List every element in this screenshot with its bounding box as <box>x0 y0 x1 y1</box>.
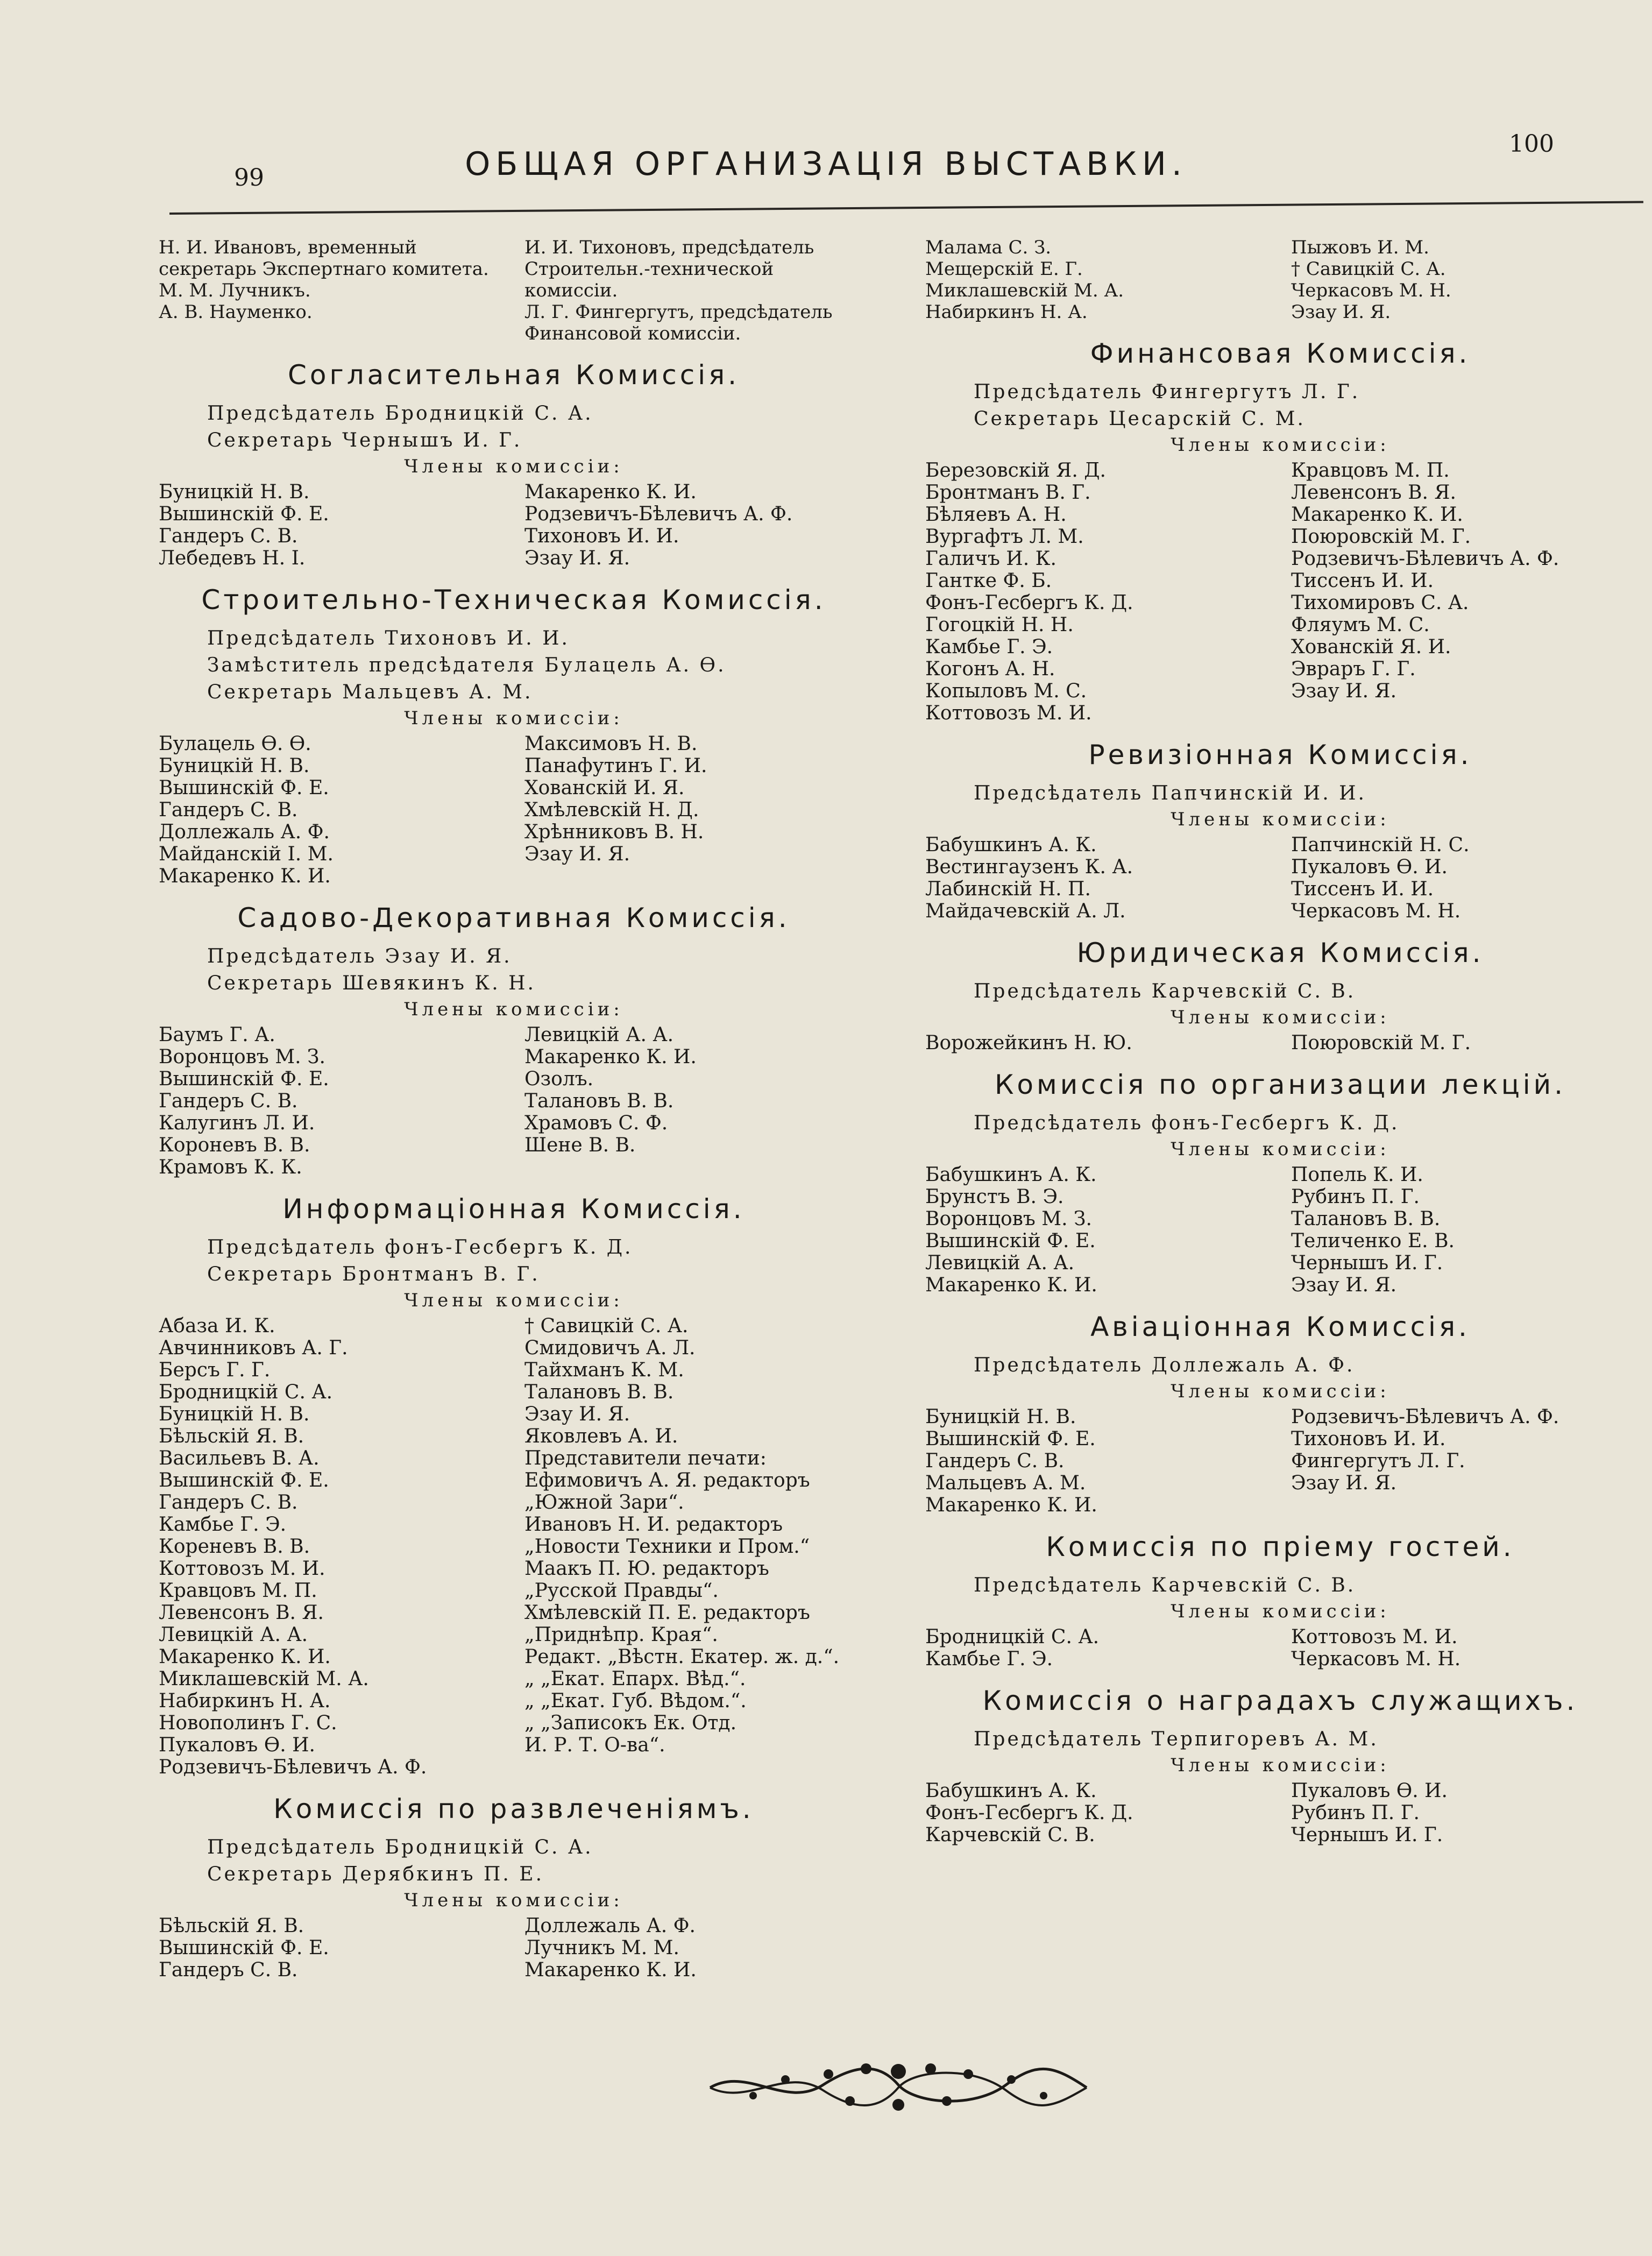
member-name: Буницкій Н. В. <box>159 755 310 777</box>
member-name: Эзау И. Я. <box>1291 1274 1397 1296</box>
member-name: Коттовозъ М. И. <box>159 1558 325 1580</box>
member-name: Абаза И. К. <box>159 1315 275 1337</box>
page-number-right: 100 <box>1509 130 1554 158</box>
member-name: Набиркинъ Н. А. <box>159 1690 331 1712</box>
committee-title: Строительно-Техническая Комиссія. <box>201 584 826 616</box>
committee-officer: Секретарь Мальцевъ А. М. <box>207 681 533 703</box>
member-name: Ефимовичъ А. Я. редакторъ <box>524 1469 810 1491</box>
member-name: Авчинниковъ А. Г. <box>159 1337 348 1359</box>
members-column-left <box>159 1024 503 1178</box>
member-name: Васильевъ В. А. <box>159 1447 320 1469</box>
members-column-right <box>1291 1780 1635 1846</box>
member-name: Воронцовъ М. З. <box>925 1208 1092 1230</box>
committee-block <box>159 1193 869 1778</box>
intro-entry: Миклашевскій М. А. <box>925 280 1124 301</box>
member-name: Эвраръ Г. Г. <box>1291 658 1416 680</box>
member-name: Храмовъ С. Ф. <box>524 1112 668 1134</box>
member-name: Копыловъ М. С. <box>925 680 1087 702</box>
intro-block <box>159 237 869 344</box>
member-name: Доллежаль А. Ф. <box>524 1915 696 1937</box>
member-name: Эзау И. Я. <box>1291 680 1397 702</box>
right-column <box>925 237 1635 1846</box>
member-name: Хованскій И. Я. <box>524 777 685 799</box>
member-name: Хмѣлевскій Н. Д. <box>524 799 699 821</box>
intro-entry: Пыжовъ И. М. <box>1291 237 1429 258</box>
member-name: Эзау И. Я. <box>1291 1472 1397 1494</box>
member-name: Когонъ А. Н. <box>925 658 1055 680</box>
member-name: Гандеръ С. В. <box>159 525 298 547</box>
intro-entry: Н. И. Ивановъ, временный секретарь Экспертнаго комитета. <box>159 237 489 280</box>
member-name: Макаренко К. И. <box>159 865 331 887</box>
member-name: Макаренко К. И. <box>159 1646 331 1668</box>
intro-column <box>524 237 869 344</box>
member-name: Чернышъ И. Г. <box>1291 1824 1443 1846</box>
members-list <box>159 1915 869 1981</box>
member-name: Ворожейкинъ Н. Ю. <box>925 1032 1132 1054</box>
member-name: Булацель Ѳ. Ѳ. <box>159 733 311 755</box>
members-column-left <box>925 834 1270 922</box>
member-name: Крамовъ К. К. <box>159 1156 302 1178</box>
member-name: Папчинскій Н. С. <box>1291 834 1470 856</box>
members-heading: Члены комиссіи: <box>1171 1755 1390 1776</box>
member-name: Гандеръ С. В. <box>159 799 298 821</box>
members-column-left <box>159 1315 503 1778</box>
committee-officer: Предсѣдатель Эзау И. Я. <box>207 945 512 967</box>
member-name: Озолъ. <box>524 1068 594 1090</box>
committee-officer: Секретарь Бронтманъ В. Г. <box>207 1263 540 1285</box>
member-name: „Приднѣпр. Края“. <box>524 1624 718 1646</box>
members-column-right <box>524 1315 869 1778</box>
header-rule <box>169 201 1643 215</box>
member-name: Вышинскій Ф. Е. <box>925 1230 1096 1252</box>
member-name: Гантке Ф. Б. <box>925 570 1052 592</box>
member-name: Левенсонъ В. Я. <box>1291 482 1456 504</box>
member-name: Попель К. И. <box>1291 1164 1423 1186</box>
member-name: Шене В. В. <box>524 1134 636 1156</box>
members-list <box>925 834 1635 922</box>
committee-officer: Предсѣдатель Бродницкій С. А. <box>207 402 593 425</box>
committee-title: Юридическая Комиссія. <box>1076 937 1484 968</box>
member-name: Поюровскій М. Г. <box>1291 526 1471 548</box>
member-name: Хованскій Я. И. <box>1291 636 1451 658</box>
member-name: Фингергутъ Л. Г. <box>1291 1450 1465 1472</box>
committee-title: Комиссія по организации лекцій. <box>994 1069 1566 1100</box>
member-name: Хрѣнниковъ В. Н. <box>524 821 704 843</box>
members-column-left <box>925 1780 1270 1846</box>
member-name: Березовскій Я. Д. <box>925 459 1106 482</box>
member-name: Воронцовъ М. З. <box>159 1046 325 1068</box>
member-name: Вышинскій Ф. Е. <box>159 1469 329 1491</box>
member-name: † Савицкій С. А. <box>524 1315 689 1337</box>
member-name: Пукаловъ Ѳ. И. <box>1291 1780 1448 1802</box>
member-name: Черкасовъ М. Н. <box>1291 900 1461 922</box>
member-name: Бронтманъ В. Г. <box>925 482 1091 504</box>
member-name: Мальцевъ А. М. <box>925 1472 1086 1494</box>
intro-entry: А. В. Науменко. <box>159 301 313 323</box>
member-name: Пукаловъ Ѳ. И. <box>1291 856 1448 878</box>
intro-entry: Эзау И. Я. <box>1291 301 1391 323</box>
committee-officer: Предсѣдатель Терпигоревъ А. М. <box>974 1728 1379 1750</box>
members-heading: Члены комиссіи: <box>1171 1381 1390 1402</box>
member-name: Тихомировъ С. А. <box>1291 592 1469 614</box>
member-name: Талановъ В. В. <box>1291 1208 1441 1230</box>
member-name: Бабушкинъ А. К. <box>925 1780 1097 1802</box>
members-heading: Члены комиссіи: <box>404 999 623 1020</box>
member-name: Вышинскій Ф. Е. <box>159 1068 329 1090</box>
member-name: Бродницкій С. А. <box>159 1381 333 1403</box>
committee-title: Финансовая Комиссія. <box>1090 338 1471 369</box>
member-name: Хмѣлевскій П. Е. редакторъ <box>524 1602 810 1624</box>
intro-entry: М. М. Лучникъ. <box>159 280 311 301</box>
member-name: Майдачевскій А. Л. <box>925 900 1126 922</box>
member-name: Бѣляевъ А. Н. <box>925 504 1067 526</box>
member-name: Кравцовъ М. П. <box>159 1580 317 1602</box>
member-name: Вышинскій Ф. Е. <box>925 1428 1096 1450</box>
member-name: Тихоновъ И. И. <box>1291 1428 1446 1450</box>
member-name: Панафутинъ Г. И. <box>524 755 707 777</box>
member-name: Теличенко Е. В. <box>1291 1230 1455 1252</box>
committee-officer: Предсѣдатель Папчинскій И. И. <box>974 782 1366 804</box>
member-name: Левенсонъ В. Я. <box>159 1602 324 1624</box>
members-column-right <box>1291 1406 1635 1516</box>
members-column-right <box>524 733 869 887</box>
member-name: Поюровскій М. Г. <box>1291 1032 1471 1054</box>
members-list <box>159 1024 869 1178</box>
member-name: Макаренко К. И. <box>925 1274 1097 1296</box>
member-name: Бабушкинъ А. К. <box>925 1164 1097 1186</box>
committee-officer: Секретарь Шевякинъ К. Н. <box>207 972 536 994</box>
intro-entry: Черкасовъ М. Н. <box>1291 280 1451 301</box>
members-column-left <box>159 1915 503 1981</box>
committee-officer: Замѣститель предсѣдателя Булацель А. Ѳ. <box>207 654 726 676</box>
member-name: Буницкій Н. В. <box>159 481 310 503</box>
members-column-right <box>524 1915 869 1981</box>
committee-officer: Предсѣдатель Карчевскій С. В. <box>974 1574 1356 1596</box>
committee-officer: Секретарь Чернышъ И. Г. <box>207 429 522 451</box>
members-column-right <box>1291 1032 1635 1054</box>
intro-column <box>1291 237 1635 323</box>
member-name: Гандеръ С. В. <box>159 1959 298 1981</box>
members-heading: Члены комиссіи: <box>404 1290 623 1311</box>
page-title: ОБЩАЯ ОРГАНИЗАЦІЯ ВЫСТАВКИ. <box>465 145 1187 183</box>
members-column-right <box>524 481 869 569</box>
member-name: Лебедевъ Н. I. <box>159 547 306 569</box>
member-name: „ „Екат. Губ. Вѣдом.“. <box>524 1690 747 1712</box>
members-heading: Члены комиссіи: <box>404 456 623 477</box>
member-name: „Русской Правды“. <box>524 1580 719 1602</box>
intro-column <box>925 237 1270 323</box>
member-name: Вышинскій Ф. Е. <box>159 1937 329 1959</box>
member-name: Майданскій I. М. <box>159 843 334 865</box>
members-column-left <box>925 1406 1270 1516</box>
committee-block <box>925 1311 1635 1516</box>
member-name: Коттовозъ М. И. <box>1291 1626 1458 1648</box>
members-column-right <box>1291 1164 1635 1296</box>
committee-officer: Предсѣдатель Фингергутъ Л. Г. <box>974 381 1360 403</box>
member-name: Фляумъ М. С. <box>1291 614 1430 636</box>
member-name: Максимовъ Н. В. <box>524 733 698 755</box>
members-column-left <box>925 1626 1270 1670</box>
member-name: Левицкій А. А. <box>925 1252 1075 1274</box>
intro-entry: Мещерскій Е. Г. <box>925 258 1083 280</box>
committee-officer: Предсѣдатель Карчевскій С. В. <box>974 980 1356 1002</box>
committee-officer: Предсѣдатель Тихоновъ И. И. <box>207 627 570 649</box>
member-name: Доллежаль А. Ф. <box>159 821 330 843</box>
committee-title: Комиссія по пріему гостей. <box>1046 1531 1515 1562</box>
intro-entry: И. И. Тихоновъ, предсѣдатель Строительн.-технической комиссіи. <box>524 237 814 301</box>
members-column-right <box>524 1024 869 1178</box>
member-name: Левицкій А. А. <box>159 1624 308 1646</box>
member-name: Родзевичъ-Бѣлевичъ А. Ф. <box>524 503 793 525</box>
member-name: Лучникъ М. М. <box>524 1937 679 1959</box>
member-name: Родзевичъ-Бѣлевичъ А. Ф. <box>1291 548 1559 570</box>
members-list <box>925 1626 1635 1670</box>
member-name: Яковлевъ А. И. <box>524 1425 678 1447</box>
members-heading: Члены комиссіи: <box>404 708 623 729</box>
member-name: Камбье Г. Э. <box>925 636 1053 658</box>
committee-block <box>159 902 869 1178</box>
member-name: И. Р. Т. О-ва“. <box>524 1734 665 1756</box>
members-list <box>159 733 869 887</box>
member-name: Тайхманъ К. М. <box>524 1359 684 1381</box>
committee-title: Ревизіонная Комиссія. <box>1088 739 1472 770</box>
member-name: Бабушкинъ А. К. <box>925 834 1097 856</box>
member-name: Смидовичъ А. Л. <box>524 1337 696 1359</box>
member-name: Гандеръ С. В. <box>159 1090 298 1112</box>
member-name: „Новости Техники и Пром.“ <box>524 1536 810 1558</box>
members-column-left <box>159 481 503 569</box>
member-name: Представители печати: <box>524 1447 767 1469</box>
members-list <box>925 1406 1635 1516</box>
member-name: Новополинъ Г. С. <box>159 1712 337 1734</box>
member-name: Эзау И. Я. <box>524 1403 630 1425</box>
committee-officer: Предсѣдатель фонъ-Гесбергъ К. Д. <box>974 1112 1400 1134</box>
member-name: Калугинъ Л. И. <box>159 1112 315 1134</box>
committee-officer: Предсѣдатель Бродницкій С. А. <box>207 1836 593 1858</box>
members-list <box>925 1032 1635 1054</box>
member-name: Бѣльскій Я. В. <box>159 1915 304 1937</box>
committee-title: Согласительная Комиссія. <box>287 359 740 391</box>
members-list <box>925 1164 1635 1296</box>
member-name: „Южной Зари“. <box>524 1491 684 1514</box>
member-name: Бѣльскій Я. В. <box>159 1425 304 1447</box>
member-name: Гандеръ С. В. <box>925 1450 1065 1472</box>
committee-block <box>925 1685 1635 1846</box>
committee-block <box>925 338 1635 724</box>
intro-column <box>159 237 503 344</box>
page-number-left: 99 <box>234 164 264 192</box>
committee-officer: Предсѣдатель фонъ-Гесбергъ К. Д. <box>207 1236 633 1258</box>
intro-entry: Л. Г. Фингергутъ, предсѣдатель Финансовой комиссіи. <box>524 301 833 344</box>
committee-block <box>925 739 1635 922</box>
member-name: Макаренко К. И. <box>524 1046 697 1068</box>
member-name: Пукаловъ Ѳ. И. <box>159 1734 315 1756</box>
member-name: Ивановъ Н. И. редакторъ <box>524 1514 783 1536</box>
members-heading: Члены комиссіи: <box>1171 1007 1390 1028</box>
members-list <box>159 481 869 569</box>
member-name: Эзау И. Я. <box>524 547 630 569</box>
members-heading: Члены комиссіи: <box>1171 1138 1390 1160</box>
members-list <box>159 1315 869 1778</box>
intro-block <box>925 237 1635 323</box>
committee-title: Информаціонная Комиссія. <box>282 1193 745 1225</box>
intro-entry: Малама С. З. <box>925 237 1052 258</box>
member-name: Баумъ Г. А. <box>159 1024 275 1046</box>
member-name: Брунстъ В. Э. <box>925 1186 1064 1208</box>
member-name: Галичъ И. К. <box>925 548 1057 570</box>
members-heading: Члены комиссіи: <box>1171 809 1390 830</box>
member-name: Бродницкій С. А. <box>925 1626 1100 1648</box>
committee-title: Комиссія о наградахъ служащихъ. <box>982 1685 1578 1716</box>
committee-block <box>925 937 1635 1054</box>
members-column-right <box>1291 1626 1635 1670</box>
member-name: Гогоцкій Н. Н. <box>925 614 1074 636</box>
member-name: Тиссенъ И. И. <box>1291 878 1434 900</box>
member-name: Рубинъ П. Г. <box>1291 1186 1420 1208</box>
committee-block <box>159 1793 869 1981</box>
member-name: Фонъ-Гесбергъ К. Д. <box>925 592 1133 614</box>
committee-officer: Секретарь Цесарскій С. М. <box>974 408 1306 430</box>
members-heading: Члены комиссіи: <box>1171 1601 1390 1622</box>
member-name: Гандеръ С. В. <box>159 1491 298 1514</box>
committee-officer: Предсѣдатель Доллежаль А. Ф. <box>974 1354 1355 1376</box>
member-name: Камбье Г. Э. <box>925 1648 1053 1670</box>
member-name: Вышинскій Ф. Е. <box>159 503 329 525</box>
committee-block <box>159 359 869 569</box>
committee-title: Авіаціонная Комиссія. <box>1090 1311 1470 1342</box>
member-name: Вестингаузенъ К. А. <box>925 856 1133 878</box>
member-name: Фонъ-Гесбергъ К. Д. <box>925 1802 1133 1824</box>
members-column-left <box>925 1032 1270 1054</box>
members-list <box>925 1780 1635 1846</box>
members-column-left <box>159 733 503 887</box>
intro-entry: Набиркинъ Н. А. <box>925 301 1088 323</box>
members-heading: Члены комиссіи: <box>1171 434 1390 456</box>
committee-officer: Секретарь Дерябкинъ П. Е. <box>207 1863 544 1885</box>
member-name: Макаренко К. И. <box>524 481 697 503</box>
members-column-right <box>1291 459 1635 724</box>
members-column-right <box>1291 834 1635 922</box>
committee-title: Комиссія по развлеченіямъ. <box>273 1793 754 1824</box>
members-column-left <box>925 1164 1270 1296</box>
member-name: Левицкій А. А. <box>524 1024 674 1046</box>
member-name: Макаренко К. И. <box>524 1959 697 1981</box>
member-name: Кореневъ В. В. <box>159 1536 310 1558</box>
member-name: Тихоновъ И. И. <box>524 525 679 547</box>
committee-block <box>925 1069 1635 1296</box>
member-name: Рубинъ П. Г. <box>1291 1802 1420 1824</box>
member-name: Маакъ П. Ю. редакторъ <box>524 1558 769 1580</box>
member-name: Коттовозъ М. И. <box>925 702 1092 724</box>
left-column <box>159 237 869 1981</box>
member-name: Родзевичъ-Бѣлевичъ А. Ф. <box>159 1756 427 1778</box>
member-name: Талановъ В. В. <box>524 1090 674 1112</box>
member-name: Буницкій Н. В. <box>159 1403 310 1425</box>
member-name: Камбье Г. Э. <box>159 1514 287 1536</box>
member-name: Тиссенъ И. И. <box>1291 570 1434 592</box>
member-name: Вышинскій Ф. Е. <box>159 777 329 799</box>
member-name: „ „Записокъ Ек. Отд. <box>524 1712 737 1734</box>
committee-title: Садово-Декоративная Комиссія. <box>237 902 790 933</box>
member-name: Вургафтъ Л. М. <box>925 526 1084 548</box>
member-name: Миклашевскій М. А. <box>159 1668 369 1690</box>
members-heading: Члены комиссіи: <box>404 1890 623 1911</box>
member-name: Макаренко К. И. <box>925 1494 1097 1516</box>
members-column-left <box>925 459 1270 724</box>
member-name: Берсъ Г. Г. <box>159 1359 271 1381</box>
member-name: Родзевичъ-Бѣлевичъ А. Ф. <box>1291 1406 1559 1428</box>
member-name: Черкасовъ М. Н. <box>1291 1648 1461 1670</box>
committee-block <box>925 1531 1635 1670</box>
member-name: Чернышъ И. Г. <box>1291 1252 1443 1274</box>
member-name: Талановъ В. В. <box>524 1381 674 1403</box>
intro-entry: † Савицкій С. А. <box>1291 258 1446 280</box>
floral-ornament-icon <box>705 2055 1092 2114</box>
member-name: Макаренко К. И. <box>1291 504 1463 526</box>
members-list <box>925 459 1635 724</box>
member-name: Буницкій Н. В. <box>925 1406 1076 1428</box>
member-name: „ „Екат. Епарх. Вѣд.“. <box>524 1668 746 1690</box>
member-name: Короневъ В. В. <box>159 1134 310 1156</box>
committee-block <box>159 584 869 887</box>
member-name: Эзау И. Я. <box>524 843 630 865</box>
member-name: Карчевскій С. В. <box>925 1824 1095 1846</box>
member-name: Редакт. „Вѣстн. Екатер. ж. д.“. <box>524 1646 840 1668</box>
member-name: Лабинскій Н. П. <box>925 878 1091 900</box>
member-name: Кравцовъ М. П. <box>1291 459 1450 482</box>
